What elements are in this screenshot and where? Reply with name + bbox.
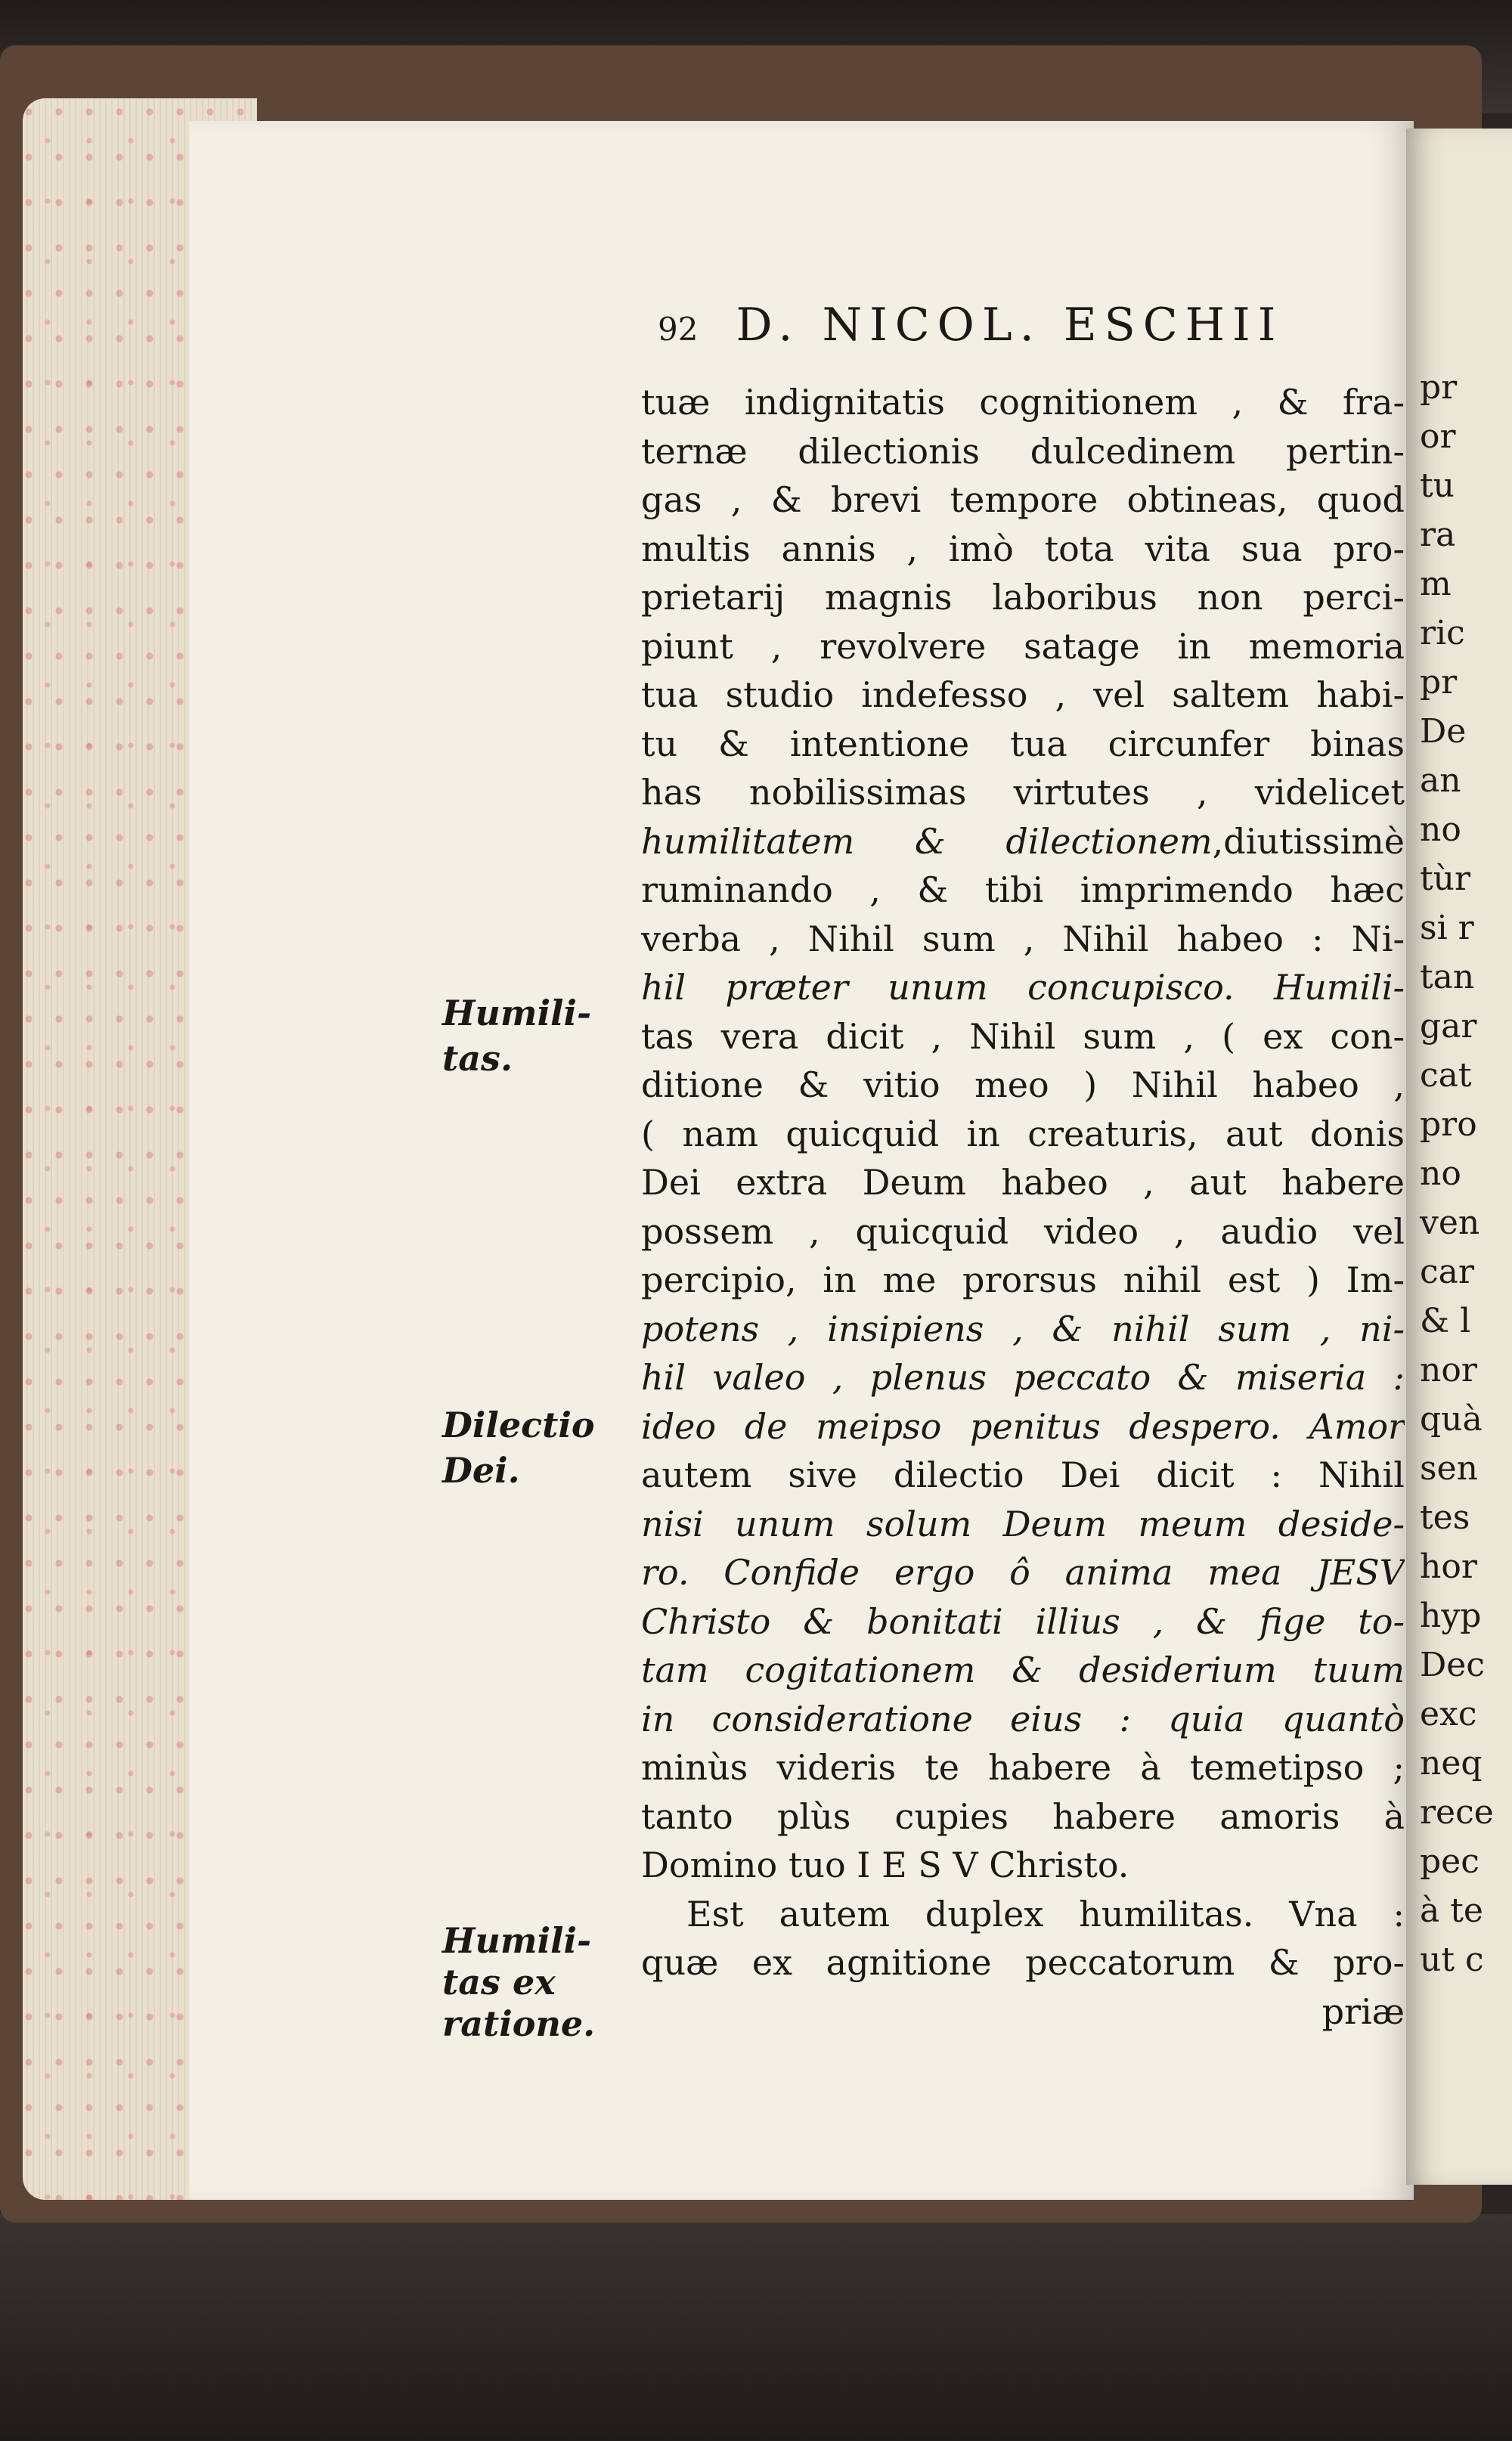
text-line: Christo & bonitati illius , & fige to- <box>641 1600 1405 1642</box>
text-line: has nobilissimas virtutes , videlicet <box>641 772 1405 813</box>
text-line: Domino tuo I E S V Christo. <box>641 1845 1129 1885</box>
text-line: ro. Confide ergo ô anima mea JESV <box>641 1552 1405 1593</box>
facing-page-line: pr <box>1420 368 1458 407</box>
facing-page-line: an <box>1420 761 1461 800</box>
facing-page-line: De <box>1420 712 1467 751</box>
page-number: 92 <box>658 311 699 348</box>
text-line: percipio, in me prorsus nihil est ) Im- <box>641 1259 1405 1300</box>
facing-page-line: tùr <box>1420 860 1471 898</box>
facing-page <box>1406 129 1512 2185</box>
running-head <box>658 299 1383 359</box>
facing-page-line: nor <box>1420 1351 1477 1389</box>
text-line: multis annis , imò tota vita sua pro- <box>641 528 1405 569</box>
text-line: in consideratione eius : quia quantò <box>641 1698 1405 1739</box>
text-line: ruminando , & tibi imprimendo hæc <box>641 869 1405 910</box>
text-line: ditione & vitio meo ) Nihil habeo , <box>641 1064 1405 1105</box>
facing-page-line: no <box>1420 1154 1461 1193</box>
facing-page-line: quà <box>1420 1400 1483 1439</box>
text-line: tam cogitationem & desiderium tuum <box>641 1650 1405 1690</box>
text-line: hil præter unum concupisco. Humili- <box>641 967 1405 1008</box>
text-line: quæ ex agnitione peccatorum & pro- <box>641 1942 1405 1983</box>
facing-page-line: sen <box>1420 1449 1478 1488</box>
facing-page-line: ven <box>1420 1203 1480 1242</box>
facing-page-line: ut c <box>1420 1941 1484 1979</box>
facing-page-line: pro <box>1420 1105 1477 1144</box>
text-line: tuæ indignitatis cognitionem , & fra- <box>641 382 1405 423</box>
facing-page-line: pr <box>1420 663 1458 702</box>
facing-page-line: gar <box>1420 1007 1477 1045</box>
facing-page-line: si r <box>1420 909 1474 947</box>
text-line: hil valeo , plenus peccato & miseria : <box>641 1357 1405 1398</box>
text-line: minùs videris te habere à temetipso ; <box>641 1747 1405 1788</box>
text-line: autem sive dilectio Dei dicit : Nihil <box>641 1454 1405 1495</box>
marginal-note-dilectio-dei: Dilectio Dei. <box>442 1405 595 1491</box>
text-line: ( nam quicquid in creaturis, aut donis <box>641 1113 1405 1154</box>
text-line: prietarij magnis laboribus non perci- <box>641 577 1405 618</box>
facing-page-line: rece <box>1420 1793 1494 1832</box>
facing-page-line: car <box>1420 1253 1474 1291</box>
text-line: gas , & brevi tempore obtineas, quod <box>641 479 1405 520</box>
text-line: piunt , revolvere satage in memoria <box>641 625 1405 667</box>
text-line: tu & intentione tua circunfer binas <box>641 723 1405 764</box>
text-line: Dei extra Deum habeo , aut habere <box>641 1162 1405 1203</box>
facing-page-text <box>1406 363 1512 1984</box>
facing-page-line: tes <box>1420 1498 1470 1537</box>
running-title: D. NICOL. ESCHII <box>736 299 1284 352</box>
text-line: Est autem duplex humilitas. Vna : <box>686 1893 1405 1935</box>
text-line: tas vera dicit , Nihil sum , ( ex con- <box>641 1015 1405 1057</box>
text-line: priæ <box>1321 1990 1405 2032</box>
text-line: possem , quicquid video , audio vel <box>641 1210 1405 1252</box>
text-line: tua studio indefesso , vel saltem habi- <box>641 674 1405 715</box>
text-line: ternæ dilectionis dulcedinem pertin- <box>641 430 1405 472</box>
text-line: ideo de meipso penitus despero. Amor <box>641 1405 1405 1447</box>
facing-page-line: or <box>1420 417 1456 456</box>
facing-page-line: neq <box>1420 1744 1483 1783</box>
facing-page-line: & l <box>1420 1302 1471 1340</box>
text-line: tanto plùs cupies habere amoris à <box>641 1795 1405 1837</box>
facing-page-line: hor <box>1420 1547 1477 1586</box>
background-bottom <box>0 2214 1512 2441</box>
facing-page-line: tan <box>1420 958 1475 996</box>
text-line: nisi unum solum Deum meum deside- <box>641 1503 1405 1544</box>
main-text-block <box>641 378 1405 2036</box>
text-line: potens , insipiens , & nihil sum , ni- <box>641 1308 1405 1349</box>
marginal-note-humilitas-ex-ratione: Humili- tas ex ratione. <box>442 1920 596 2044</box>
facing-page-line: pec <box>1420 1842 1479 1881</box>
facing-page-line: tu <box>1420 466 1455 505</box>
facing-page-line: ra <box>1420 516 1456 554</box>
facing-page-line: m <box>1420 565 1452 603</box>
facing-page-line: exc <box>1420 1695 1477 1733</box>
facing-page-line: à te <box>1420 1891 1483 1930</box>
facing-page-line: ric <box>1420 614 1465 652</box>
text-line: verba , Nihil sum , Nihil habeo : Ni- <box>641 918 1405 959</box>
facing-page-line: hyp <box>1420 1597 1482 1635</box>
text-line: humilitatem & dilectionem,diutissimè <box>641 820 1405 862</box>
marginal-note-humilitas: Humili- tas. <box>442 993 592 1079</box>
facing-page-line: cat <box>1420 1056 1472 1095</box>
facing-page-line: no <box>1420 810 1461 849</box>
facing-page-line: Dec <box>1420 1646 1485 1684</box>
